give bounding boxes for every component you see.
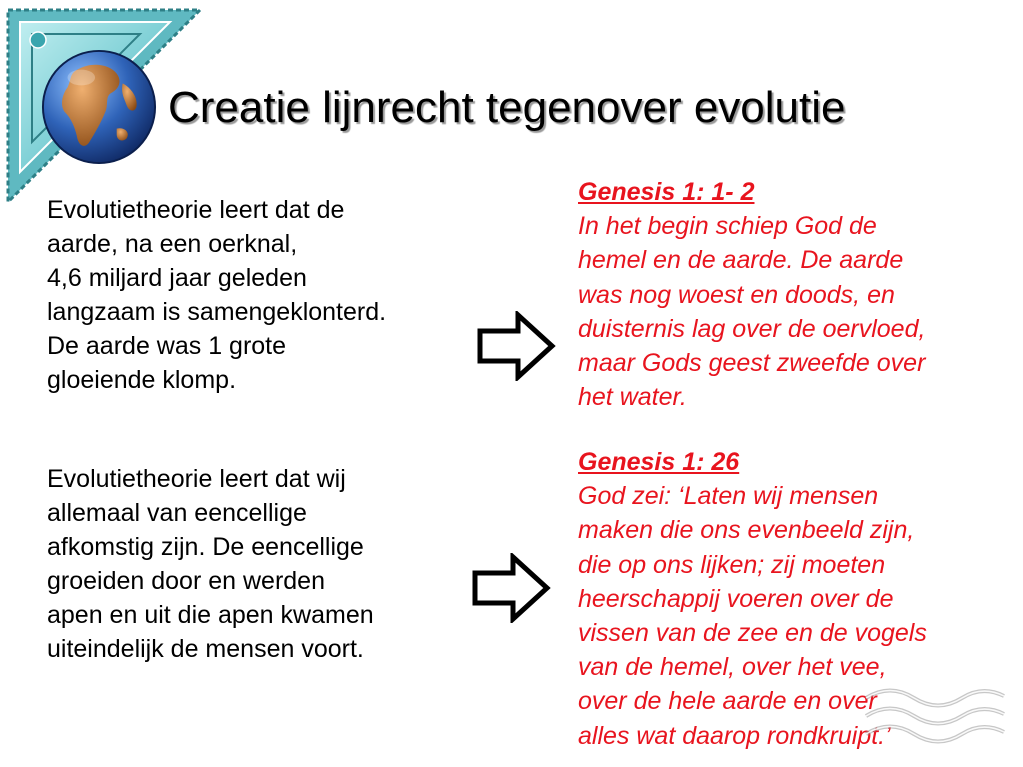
text-line: groeiden door en werden xyxy=(47,567,325,595)
text-line: het water. xyxy=(578,383,687,412)
text-line: die op ons lijken; zij moeten xyxy=(578,550,886,579)
text-line: over de hele aarde en over xyxy=(578,687,877,716)
text-line: gloeiende klomp. xyxy=(47,366,237,394)
text-line: aarde, na een oerknal, xyxy=(47,230,298,258)
scripture-reference: Genesis 1: 26 xyxy=(578,448,740,476)
text-line: apen en uit die apen kwamen xyxy=(47,601,374,629)
text-line: Evolutietheorie leert dat wij xyxy=(47,465,346,493)
text-line: duisternis lag over de oervloed, xyxy=(578,314,926,343)
text-line: uiteindelijk de mensen voort. xyxy=(47,635,364,663)
text-line: allemaal van eencellige xyxy=(47,499,307,527)
text-line: langzaam is samengeklonterd. xyxy=(47,298,387,326)
text-line: Evolutietheorie leert dat de xyxy=(47,196,345,224)
evolution-statement-humans xyxy=(47,462,374,666)
outline-right-arrow-icon xyxy=(471,553,551,623)
scripture-reference: Genesis 1: 1- 2 xyxy=(578,178,755,206)
evolution-statement-earth xyxy=(47,193,386,397)
text-line: God zei: ‘Laten wij mensen xyxy=(578,482,879,511)
text-line: alles wat daarop rondkruipt.’ xyxy=(578,721,891,750)
text-line: van de hemel, over het vee, xyxy=(578,653,887,682)
text-line: heerschappij voeren over de xyxy=(578,584,894,613)
text-line: was nog woest en doods, en xyxy=(578,280,895,309)
outline-right-arrow-icon xyxy=(476,311,556,381)
globe-icon xyxy=(40,48,158,166)
slide-title: Creatie lijnrecht tegenover evolutie xyxy=(168,83,846,132)
text-line: In het begin schiep God de xyxy=(578,212,877,241)
text-line: afkomstig zijn. De eencellige xyxy=(47,533,364,561)
text-line: vissen van de zee en de vogels xyxy=(578,619,927,648)
scripture-quote-genesis-1-1 xyxy=(578,175,925,414)
text-line: hemel en de aarde. De aarde xyxy=(578,246,904,275)
text-line: De aarde was 1 grote xyxy=(47,332,287,360)
wave-lines-icon xyxy=(862,688,1007,750)
text-line: 4,6 miljard jaar geleden xyxy=(47,264,307,292)
text-line: maar Gods geest zweefde over xyxy=(578,349,926,378)
text-line: maken die ons evenbeeld zijn, xyxy=(578,516,915,545)
